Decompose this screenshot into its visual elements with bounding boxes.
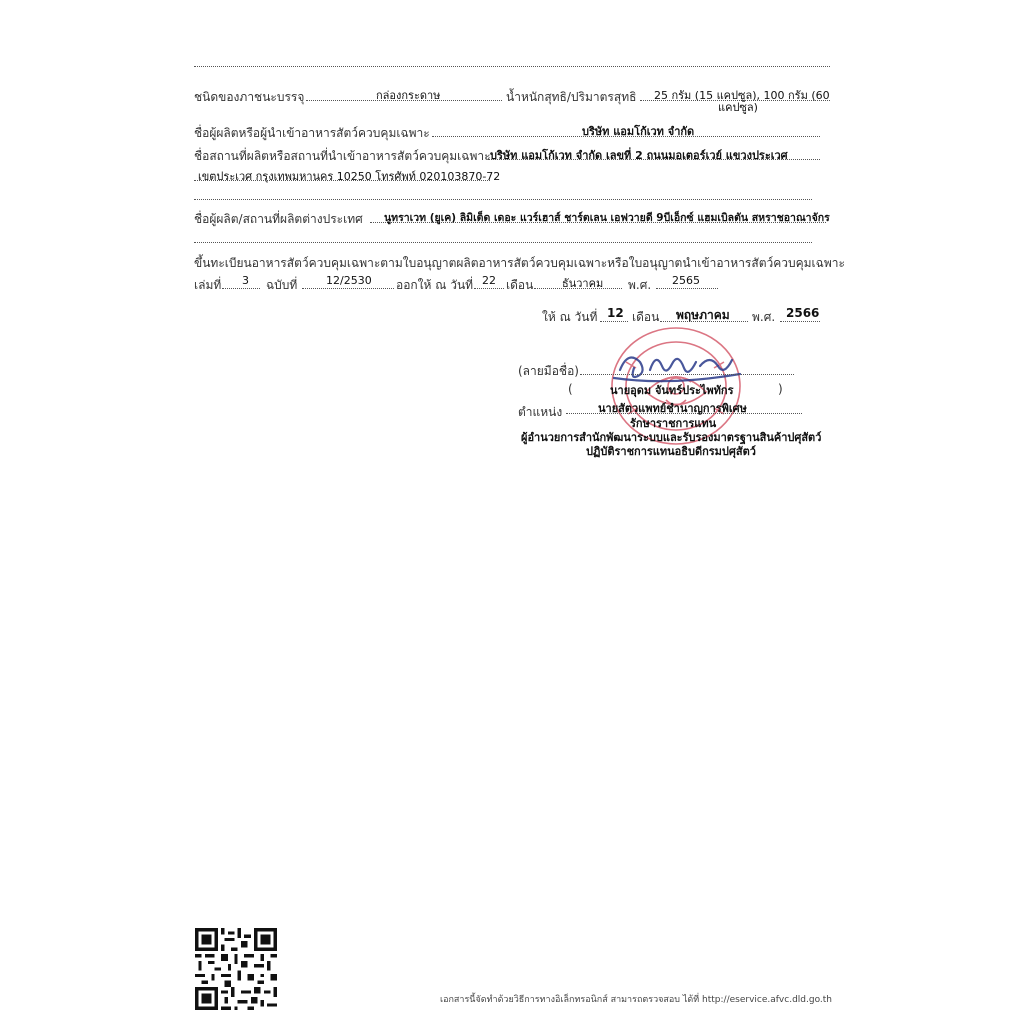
place-label: ชื่อสถานที่ผลิตหรือสถานที่นำเข้าอาหารสัตว์ควบคุมเฉพาะ [194, 149, 491, 163]
given-year: 2566 [786, 306, 820, 320]
given-year-line [780, 321, 820, 322]
top-rule [194, 66, 830, 67]
package-type-label: ชนิดของภาชนะบรรจุ [194, 90, 305, 104]
number-label: ฉบับที่ [266, 278, 298, 292]
number-value: 12/2530 [326, 274, 372, 287]
position-line-2: รักษาราชการแทน [630, 417, 717, 430]
book-value: 3 [242, 274, 249, 287]
issued-year: 2565 [672, 274, 700, 287]
name-close-paren: ) [778, 382, 783, 396]
given-month-label: เดือน [632, 310, 660, 324]
verification-qr-code [195, 928, 277, 1010]
place-value-1: บริษัท แอมโก้เวท จำกัด เลขที่ 2 ถนนมอเตอร์เวย์ แขวงประเวศ [490, 149, 788, 162]
issued-day: 22 [482, 274, 496, 287]
signature-label: (ลายมือชื่อ) [518, 364, 579, 378]
foreign-value: นูทราเวท (ยูเค) ลิมิเต็ด เดอะ แวร์เฮาส์ ชาร์ตเลน เอฟวายดี 9บีเอ็กซ์ แฮมเบิลตัน สหราชอาณาจักร [384, 212, 830, 224]
issued-year-line [656, 288, 718, 289]
book-line [222, 288, 260, 289]
package-type-value: กล่องกระดาษ [376, 89, 441, 102]
producer-value: บริษัท แอมโก้เวท จำกัด [582, 125, 695, 138]
position-line-4: ปฏิบัติราชการแทนอธิบดีกรมปศุสัตว์ [586, 445, 756, 458]
place-line-1 [488, 159, 820, 160]
issued-year-label: พ.ศ. [628, 278, 652, 292]
given-year-label: พ.ศ. [752, 310, 776, 324]
position-line-3: ผู้อำนวยการสำนักพัฒนาระบบและรับรองมาตรฐานสินค้าปศุสัตว์ [521, 431, 822, 444]
given-month: พฤษภาคม [676, 308, 730, 322]
issued-month-label: เดือน [506, 278, 534, 292]
blank-line-2 [194, 242, 812, 243]
foreign-label: ชื่อผู้ผลิต/สถานที่ผลิตต่างประเทศ [194, 212, 363, 226]
signature-line [580, 374, 794, 375]
name-open-paren: ( [568, 382, 573, 396]
book-label: เล่มที่ [194, 278, 222, 292]
blank-line-1 [194, 199, 812, 200]
signer-name: นายอุดม จันทร์ประไพทักร [610, 384, 734, 397]
issued-day-line [474, 288, 504, 289]
net-weight-value-1: 25 กรัม (15 แคปซูล), 100 กรัม (60 [654, 89, 830, 102]
given-label: ให้ ณ วันที่ [542, 310, 598, 324]
position-line-1: นายสัตวแพทย์ชำนาญการพิเศษ [598, 402, 747, 415]
issued-month: ธันวาคม [562, 277, 604, 290]
place-line-2 [194, 180, 490, 181]
place-value-2: เขตประเวศ กรุงเทพมหานคร 10250 โทรศัพท์ 020103870-72 [198, 170, 501, 183]
net-weight-label: น้ำหนักสุทธิ/ปริมาตรสุทธิ [506, 90, 637, 104]
issued-label: ออกให้ ณ วันที่ [396, 278, 474, 292]
footer-verification-text: เอกสารนี้จัดทำด้วยวิธีการทางอิเล็กทรอนิกส์ สามารถตรวจสอบ ได้ที่ http://eservice.afvc.dld.go.th [440, 995, 833, 1005]
producer-label: ชื่อผู้ผลิตหรือผู้นำเข้าอาหารสัตว์ควบคุมเฉพาะ [194, 126, 430, 140]
net-weight-value-2: แคปซูล) [718, 101, 758, 114]
registration-text: ขึ้นทะเบียนอาหารสัตว์ควบคุมเฉพาะตามใบอนุญาตผลิตอาหารสัตว์ควบคุมเฉพาะหรือใบอนุญาตนำเข้าอาหารสัตว์ควบคุมเฉพาะ [194, 256, 845, 270]
position-label: ตำแหน่ง [518, 405, 563, 419]
given-day: 12 [607, 306, 624, 320]
number-line [302, 288, 394, 289]
